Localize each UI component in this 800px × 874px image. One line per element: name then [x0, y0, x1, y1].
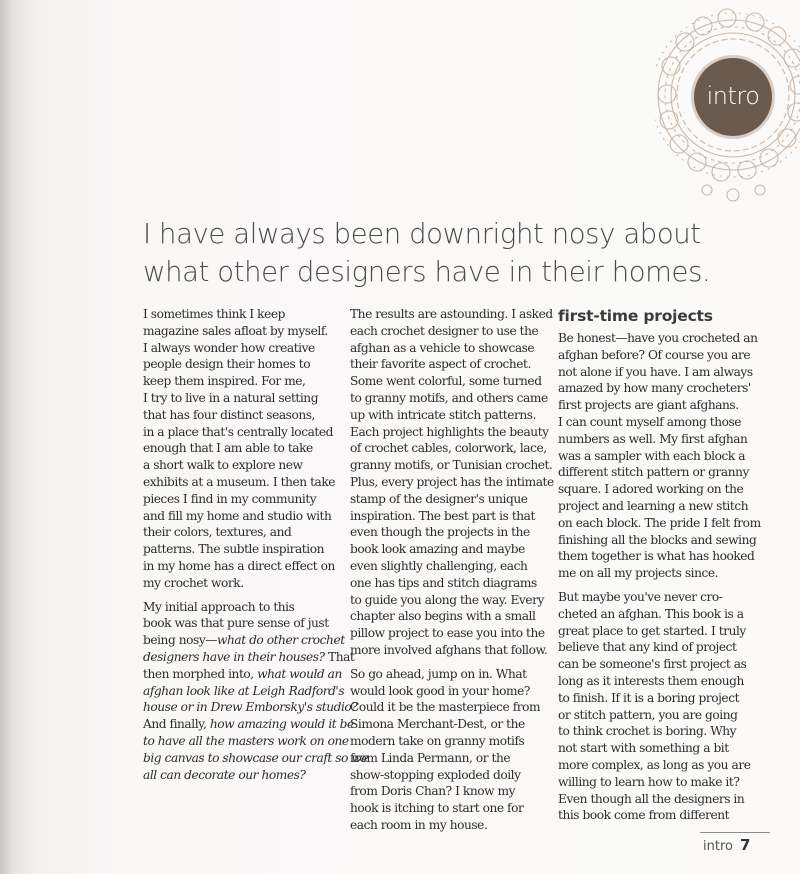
text-run: being nosy—	[143, 633, 218, 648]
text-line	[143, 649, 355, 666]
text-line: house or in Drew Emborsky's studio?	[143, 700, 358, 715]
text-line: book look amazing and maybe	[350, 542, 525, 557]
text-line: Plus, every project has the intimate	[350, 474, 554, 489]
section-heading: first-time projects	[558, 307, 713, 325]
text-line: My initial approach to this	[143, 599, 295, 614]
text-line: more involved afghans that follow.	[350, 642, 548, 657]
text-line: book was that pure sense of just	[143, 616, 329, 631]
headline-line: what other designers have in their homes.	[143, 256, 711, 288]
text-line: So go ahead, jump on in. What	[350, 666, 527, 681]
text-column-1	[143, 306, 369, 790]
text-line	[143, 632, 345, 649]
italic-run: how amazing would it be	[209, 717, 354, 732]
text-line: I sometimes think I keep	[143, 307, 285, 321]
text-line: pieces I find in my community	[143, 491, 317, 506]
text-line: me on all my projects since.	[558, 566, 719, 581]
text-line: that has four distinct seasons,	[143, 407, 315, 422]
text-line: was a sampler with each block a	[558, 448, 746, 463]
text-line: or stitch pattern, you are going	[558, 707, 738, 722]
text-line: patterns. The subtle inspiration	[143, 542, 324, 557]
text-line: to think crochet is boring. Why	[558, 724, 737, 739]
text-line: granny motifs, or Tunisian crochet.	[350, 458, 553, 473]
page-number: 7	[739, 836, 751, 854]
text-line: their colors, textures, and	[143, 525, 292, 540]
text-line: of crochet cables, colorwork, lace,	[350, 441, 547, 456]
text-line: first projects are giant afghans.	[558, 398, 739, 413]
text-line: afghan before? Of course you are	[558, 347, 751, 362]
text-line: afghan as a vehicle to showcase	[350, 340, 535, 355]
text-line: project and learning a new stitch	[558, 498, 749, 513]
text-run: And finally,	[143, 717, 210, 732]
text-line: on each block. The pride I felt from	[558, 515, 761, 530]
text-line: Even though all the designers in	[558, 791, 745, 806]
italic-run: what do other crochet	[217, 633, 345, 648]
italic-run: what would an	[257, 666, 342, 681]
text-line: to have all the masters work on one	[143, 733, 349, 748]
footer-divider	[700, 832, 770, 833]
text-line: numbers as well. My first afghan	[558, 431, 748, 446]
paragraph	[350, 306, 554, 659]
text-line: their favorite aspect of crochet.	[350, 357, 531, 372]
text-line: exhibits at a museum. I then take	[143, 474, 336, 489]
text-line: cheted an afghan. This book is a	[558, 606, 744, 621]
text-line: and fill my home and studio with	[143, 508, 332, 523]
text-line: I can count myself among those	[558, 414, 742, 429]
text-line: each room in my house.	[350, 817, 488, 832]
text-line: my crochet work.	[143, 575, 244, 590]
text-line: from Doris Chan? I know my	[350, 784, 516, 799]
text-line: chapter also begins with a small	[350, 609, 536, 624]
text-line: to guide you along the way. Every	[350, 592, 544, 607]
text-line: great place to get started. I truly	[558, 623, 746, 638]
text-line: enough that I am able to take	[143, 441, 313, 456]
text-line: big canvas to showcase our craft so we	[143, 750, 369, 765]
headline-line: I have always been downright nosy about	[143, 218, 701, 250]
text-line: The results are astounding. I asked	[350, 307, 553, 321]
text-column-2	[350, 306, 554, 841]
text-line: to finish. If it is a boring project	[558, 690, 740, 705]
text-line: inspiration. The best part is that	[350, 508, 535, 523]
text-line: people design their homes to	[143, 357, 311, 372]
text-run: That	[324, 649, 355, 664]
text-column-3	[558, 306, 761, 831]
text-line: would look good in your home?	[350, 683, 531, 698]
text-line: up with intricate stitch patterns.	[350, 407, 536, 422]
text-line: Be honest—have you crocheted an	[558, 331, 758, 345]
paragraph	[143, 599, 369, 784]
page-headline	[143, 215, 783, 291]
italic-run: designers have in their houses?	[143, 649, 325, 664]
section-badge	[694, 58, 772, 136]
text-line: them together is what has hooked	[558, 549, 755, 564]
text-line: in my home has a direct effect on	[143, 558, 335, 573]
text-line: this book come from different	[558, 808, 730, 823]
text-line: magazine sales afloat by myself.	[143, 323, 328, 338]
paragraph	[558, 330, 761, 582]
page-footer	[703, 836, 750, 854]
text-line: square. I adored working on the	[558, 482, 744, 497]
text-line: can be someone's first project as	[558, 657, 747, 672]
paragraph	[350, 666, 545, 834]
text-line: amazed by how many crocheters'	[558, 381, 751, 396]
text-line: all can decorate our homes?	[143, 767, 306, 782]
text-line: even slightly challenging, each	[350, 558, 528, 573]
text-run: then morphed into,	[143, 666, 258, 681]
text-line: each crochet designer to use the	[350, 323, 539, 338]
section-badge-label: intro	[706, 82, 760, 110]
text-line: one has tips and stitch diagrams	[350, 575, 537, 590]
text-line	[143, 716, 354, 733]
text-line	[143, 666, 342, 683]
text-line: keep them inspired. For me,	[143, 374, 306, 389]
paragraph	[143, 306, 338, 592]
text-line: I try to live in a natural setting	[143, 390, 319, 405]
text-line: from Linda Permann, or the	[350, 750, 511, 765]
text-line: modern take on granny motifs	[350, 733, 525, 748]
text-line: different stitch pattern or granny	[558, 465, 749, 480]
text-line: a short walk to explore new	[143, 458, 303, 473]
text-line: show-stopping exploded doily	[350, 767, 521, 782]
text-line: afghan look like at Leigh Radford's	[143, 683, 345, 698]
text-line: hook is itching to start one for	[350, 801, 524, 816]
text-line: But maybe you've never cro-	[558, 589, 723, 604]
text-line: not alone if you have. I am always	[558, 364, 753, 379]
text-line: Each project highlights the beauty	[350, 424, 549, 439]
text-line: not start with something a bit	[558, 741, 729, 756]
text-line: believe that any kind of project	[558, 640, 737, 655]
text-line: Could it be the masterpiece from	[350, 700, 541, 715]
text-line: long as it interests them enough	[558, 673, 744, 688]
text-line: pillow project to ease you into the	[350, 626, 545, 641]
paragraph	[558, 589, 753, 824]
text-line: in a place that's centrally located	[143, 424, 333, 439]
text-line: stamp of the designer's unique	[350, 491, 528, 506]
text-line: to granny motifs, and others came	[350, 390, 548, 405]
text-line: Simona Merchant-Dest, or the	[350, 717, 525, 732]
text-line: Some went colorful, some turned	[350, 374, 542, 389]
text-line: I always wonder how creative	[143, 340, 315, 355]
text-line: more complex, as long as you are	[558, 757, 751, 772]
text-line: willing to learn how to make it?	[558, 774, 740, 789]
text-line: finishing all the blocks and sewing	[558, 532, 757, 547]
text-line: even though the projects in the	[350, 525, 530, 540]
footer-section-label: intro	[703, 839, 733, 854]
